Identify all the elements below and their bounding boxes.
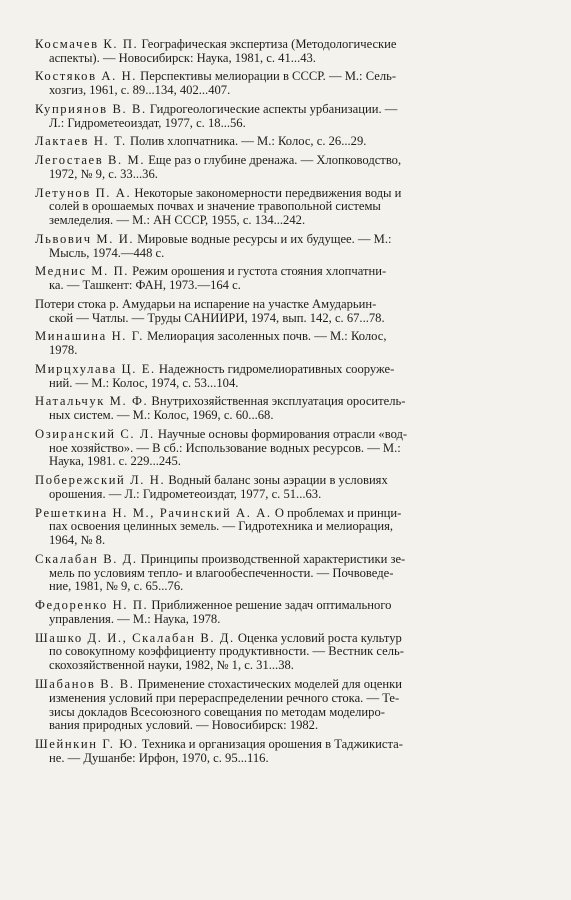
reference-entry	[36, 330, 531, 358]
reference-author: Лактаев Н. Т.	[35, 134, 127, 149]
reference-entry	[36, 428, 531, 469]
reference-line: земледелия. — М.: АН СССР, 1955, с. 134...242.	[49, 213, 306, 228]
reference-entry	[36, 103, 531, 131]
reference-line: пах освоения целинных земель. — Гидротехника и мелиорация,	[49, 519, 394, 534]
reference-line: ное хозяйство». — В сб.: Использование водных ресурсов. — М.:	[49, 440, 401, 455]
reference-line-first: Костяков А. Н. Перспективы мелиорации в СССР. — М.: Сель-	[35, 69, 397, 84]
reference-line-first: Решеткина Н. М., Рачинский А. А. О проблемах и принци-	[35, 505, 402, 520]
reference-author: Куприянов В. В.	[35, 101, 147, 116]
reference-line-first: Космачев К. П. Географическая экспертиза (Методологические	[35, 37, 397, 51]
reference-line-first: Куприянов В. В. Гидрогеологические аспекты урбанизации. —	[35, 101, 398, 116]
reference-author: Летунов П. А.	[35, 185, 132, 200]
reference-line: 1964, № 8.	[49, 533, 106, 548]
reference-line-first: Львович М. И. Мировые водные ресурсы и их будущее. — М.:	[35, 231, 392, 246]
reference-author: Натальчук М. Ф.	[35, 394, 149, 409]
reference-line: не. — Душанбе: Ирфон, 1970, с. 95...116.	[49, 750, 269, 765]
reference-author: Легостаев В. М.	[35, 153, 146, 168]
reference-line-first: Потери стока р. Амударьи на испарение на участке Амударьин-	[35, 296, 377, 311]
reference-entry	[36, 678, 531, 733]
reference-author: Озиранский С. Л.	[35, 426, 155, 441]
reference-line-first: Мирцхулава Ц. Е. Надежность гидромелиоративных сооруже-	[35, 361, 395, 376]
reference-line: хозгиз, 1961, с. 89...134, 402...407.	[49, 83, 231, 98]
reference-line-first: Легостаев В. М. Еще раз о глубине дренажа. — Хлопководство,	[35, 153, 402, 168]
reference-entry	[36, 135, 531, 149]
reference-line: зисы докладов Всесоюзного совещания по методам моделиро-	[49, 704, 385, 719]
reference-line: управления. — М.: Наука, 1978.	[49, 611, 221, 626]
reference-entry	[36, 599, 531, 627]
reference-line-first: Натальчук М. Ф. Внутрихозяйственная эксплуатация ороситель-	[35, 394, 406, 409]
reference-line: мель по условиям тепло- и влагообеспеченности. — Почвоведе-	[49, 565, 394, 580]
reference-line: аспекты). — Новосибирск: Наука, 1981, с. 41...43.	[49, 50, 316, 65]
reference-entry	[36, 738, 531, 766]
reference-line: Мысль, 1974.—448 с.	[49, 245, 165, 260]
reference-line-first: Минашина Н. Г. Мелиорация засоленных почв. — М.: Колос,	[35, 329, 387, 344]
reference-author: Мирцхулава Ц. Е.	[35, 361, 156, 376]
reference-line: изменения условий при перераспределении речного стока. — Те-	[49, 690, 400, 705]
reference-entry	[36, 187, 531, 228]
reference-entry	[36, 395, 531, 423]
reference-entry	[36, 507, 531, 548]
reference-author: Минашина Н. Г.	[35, 329, 144, 344]
reference-line: ние, 1981, № 9, с. 65...76.	[49, 579, 184, 594]
reference-line: ской — Чатлы. — Труды САНИИРИ, 1974, вып. 142, с. 67...78.	[49, 310, 385, 325]
reference-entry	[36, 474, 531, 502]
reference-author: Решеткина Н. М., Рачинский А. А.	[35, 505, 272, 520]
reference-line-first: Летунов П. А. Некоторые закономерности передвижения воды и	[35, 185, 402, 200]
reference-author: Побережский Л. Н.	[35, 473, 166, 488]
reference-entry	[36, 298, 531, 326]
reference-entry	[36, 38, 531, 66]
reference-line: 1978.	[49, 343, 78, 358]
reference-line-first: Федоренко Н. П. Приближенное решение задач оптимального	[35, 598, 392, 613]
reference-line-first: Озиранский С. Л. Научные основы формирования отрасли «вод-	[35, 426, 408, 441]
reference-entry	[36, 70, 531, 98]
reference-line: скохозяйственной науки, 1982, № 1, с. 31...38.	[49, 658, 294, 673]
reference-entry	[36, 265, 531, 293]
reference-line: вания природных условий. — Новосибирск: 1982.	[49, 718, 319, 733]
reference-entry	[36, 553, 531, 594]
reference-line: ных систем. — М.: Колос, 1969, с. 60...68.	[49, 408, 274, 423]
reference-line: солей в орошаемых почвах и значение травопольной системы	[49, 199, 381, 214]
reference-entry	[36, 363, 531, 391]
reference-author: Шейнкин Г. Ю.	[35, 736, 139, 751]
reference-list	[36, 38, 531, 766]
reference-author: Федоренко Н. П.	[35, 598, 149, 613]
reference-line-first: Меднис М. П. Режим орошения и густота стояния хлопчатни-	[35, 264, 387, 279]
reference-line-first: Скалабан В. Д. Принципы производственной характеристики зе-	[35, 551, 406, 566]
reference-author: Скалабан В. Д.	[35, 551, 138, 566]
reference-entry	[36, 154, 531, 182]
reference-line-first: Побережский Л. Н. Водный баланс зоны аэрации в условиях	[35, 473, 388, 488]
reference-line: ка. — Ташкент: ФАН, 1973.—164 с.	[49, 278, 241, 293]
reference-author: Космачев К. П.	[35, 37, 139, 51]
reference-line-first: Шейнкин Г. Ю. Техника и организация орошения в Таджикиста-	[35, 736, 403, 751]
reference-entry	[36, 233, 531, 261]
reference-line-first: Лактаев Н. Т. Полив хлопчатника. — М.: Колос, с. 26...29.	[35, 134, 367, 149]
reference-line: 1972, № 9, с. 33...36.	[49, 166, 158, 181]
reference-line: Л.: Гидрометеоиздат, 1977, с. 18...56.	[49, 115, 246, 130]
reference-line: Наука, 1981. с. 229...245.	[49, 454, 181, 469]
reference-line: по совокупному коэффициенту продуктивности. — Вестник сель-	[49, 644, 404, 659]
reference-line-first: Шабанов В. В. Применение стохастических моделей для оценки	[35, 676, 402, 691]
reference-author: Львович М. И.	[35, 231, 135, 246]
reference-author: Шашко Д. И., Скалабан В. Д.	[35, 630, 235, 645]
reference-line-first: Шашко Д. И., Скалабан В. Д. Оценка условий роста культур	[35, 630, 402, 645]
reference-entry	[36, 632, 531, 673]
reference-line: орошения. — Л.: Гидрометеоиздат, 1977, с. 51...63.	[49, 486, 322, 501]
reference-author: Шабанов В. В.	[35, 676, 135, 691]
reference-author: Костяков А. Н.	[35, 69, 138, 84]
reference-author: Меднис М. П.	[35, 264, 130, 279]
reference-line: ний. — М.: Колос, 1974, с. 53...104.	[49, 375, 239, 390]
